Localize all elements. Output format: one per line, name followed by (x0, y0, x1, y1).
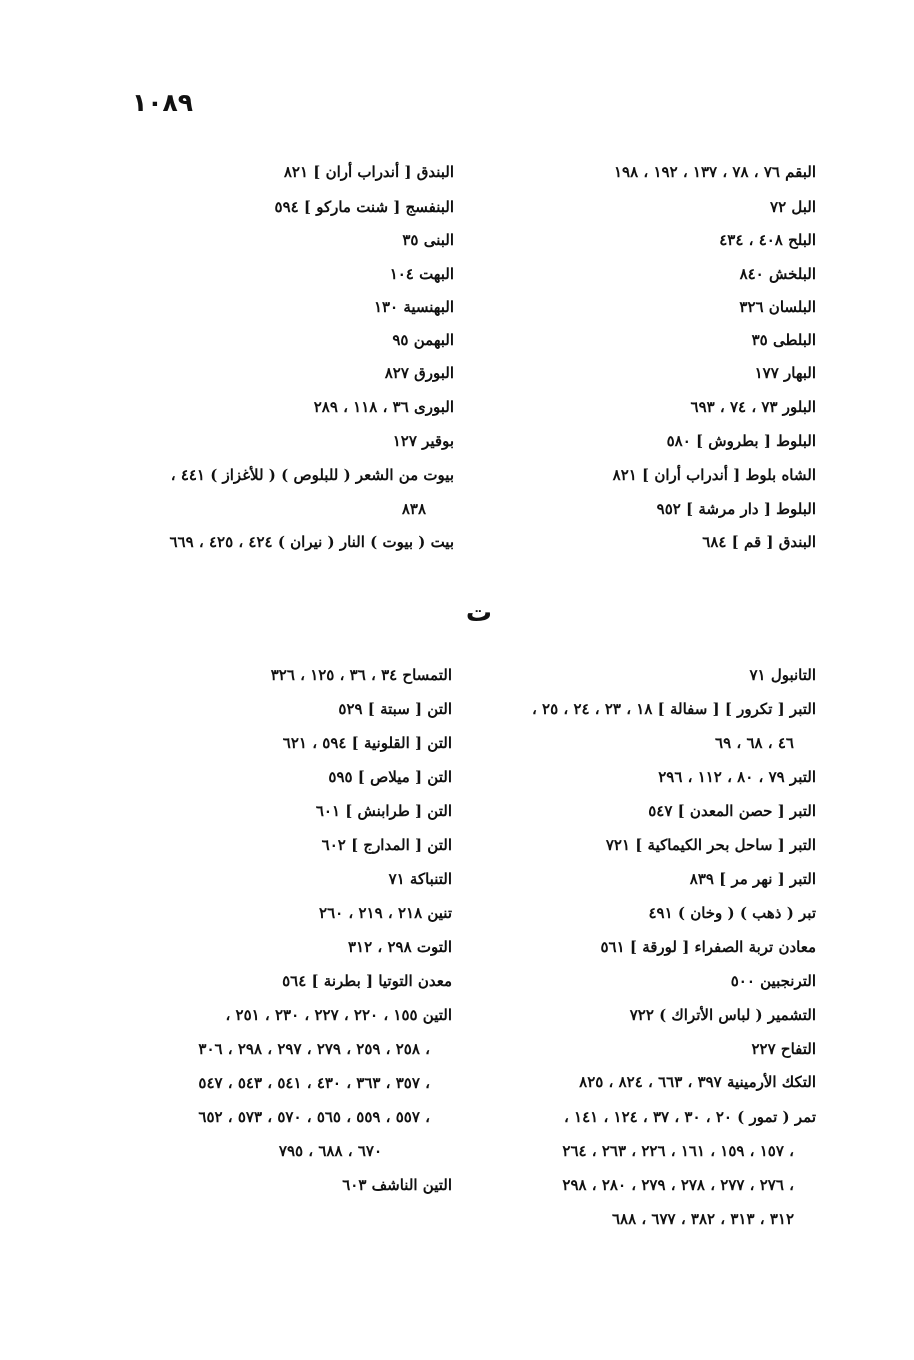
index-entry-continuation: ٢٧٦ ، ٢٧٧ ، ٢٧٨ ، ٢٧٩ ، ٢٨٠ ، ٢٩٨ ، (562, 1176, 794, 1194)
index-entry-continuation: ٣١٢ ، ٣١٣ ، ٣٨٢ ، ٦٧٧ ، ٦٨٨ (611, 1210, 794, 1228)
index-entry: معدن التوتيا [ بطرنة ] ٥٦٤ (282, 972, 452, 990)
index-entry-continuation: ٣٥٧ ، ٣٦٣ ، ٤٣٠ ، ٥٤١ ، ٥٤٣ ، ٥٤٧ ، (198, 1074, 430, 1092)
index-entry: الترنجبين ٥٠٠ (730, 972, 816, 990)
index-entry: البهمن ٩٥ (392, 331, 454, 349)
index-entry: التين ١٥٥ ، ٢٢٠ ، ٢٢٧ ، ٢٣٠ ، ٢٥١ ، (225, 1006, 452, 1024)
index-entry: التبر ٧٩ ، ٨٠ ، ١١٢ ، ٢٩٦ (658, 768, 816, 786)
index-entry: التبر [ تكرور ] [ سفالة ] ١٨ ، ٢٣ ، ٢٤ ، ٢٥ ، (531, 700, 816, 718)
index-entry: البندق [ أندراب أران ] ٨٢١ (283, 163, 454, 181)
index-entry: البنفسج [ شنت ماركو ] ٥٩٤ (274, 198, 454, 216)
index-entry: التفاح ٢٢٧ (751, 1040, 816, 1058)
index-entry: التكك الأرمينية ٣٩٧ ، ٦٦٣ ، ٨٢٤ ، ٨٢٥ (579, 1073, 816, 1091)
index-entry: التبر [ ساحل بحر الكيماكية ] ٧٢١ (605, 836, 816, 854)
index-entry: الشاه بلوط [ أندراب أران ] ٨٢١ (612, 466, 816, 484)
b-section-right-column (486, 160, 816, 580)
index-entry: التين الناشف ٦٠٣ (342, 1176, 452, 1194)
index-entry: تبر ( ذهب ) ( وخان ) ٤٩١ (648, 904, 816, 922)
index-entry: البلوط [ بطروش ] ٥٨٠ (666, 432, 816, 450)
index-entry: البورى ٣٦ ، ١١٨ ، ٢٨٩ (313, 398, 454, 416)
index-entry: البهنسية ١٣٠ (373, 298, 454, 316)
index-entry: البلسان ٣٢٦ (739, 298, 816, 316)
index-entry: البنى ٣٥ (402, 231, 454, 249)
index-entry: التن [ طرابنش ] ٦٠١ (315, 802, 452, 820)
index-entry: التانبول ٧١ (749, 666, 816, 684)
index-entry: التن [ المدارج ] ٦٠٢ (321, 836, 452, 854)
t-section-left-column (122, 664, 452, 1224)
index-entry-continuation: ٨٣٨ (401, 500, 426, 518)
index-entry: التبر [ حصن المعدن ] ٥٤٧ (648, 802, 816, 820)
index-entry: بوقير ١٢٧ (392, 432, 454, 450)
index-entry-continuation: ٥٥٧ ، ٥٥٩ ، ٥٦٥ ، ٥٧٠ ، ٥٧٣ ، ٦٥٢ ، (198, 1108, 430, 1126)
index-entry: البقم ٧٦ ، ٧٨ ، ١٣٧ ، ١٩٢ ، ١٩٨ (613, 163, 816, 181)
index-entry: البلور ٧٣ ، ٧٤ ، ٦٩٣ (690, 398, 816, 416)
b-section-left-column (124, 160, 454, 580)
index-entry: التنباكة ٧١ (388, 870, 452, 888)
index-entry: البلخش ٨٤٠ (739, 265, 816, 283)
index-entry: التن [ القلونية ] ٥٩٤ ، ٦٢١ (282, 734, 452, 752)
index-entry: التمساح ٣٤ ، ٣٦ ، ١٢٥ ، ٣٢٦ (270, 666, 452, 684)
index-entry-continuation: ٦٧٠ ، ٦٨٨ ، ٧٩٥ (278, 1142, 382, 1160)
index-entry: التشمير ( لباس الأتراك ) ٧٢٢ (629, 1006, 816, 1024)
index-entry: التوت ٢٩٨ ، ٣١٢ (348, 938, 452, 956)
section-letter-heading: ت (465, 598, 493, 628)
index-entry: البلوط [ دار مرشة ] ٩٥٢ (656, 500, 816, 518)
index-entry: البورق ٨٢٧ (384, 364, 454, 382)
index-entry: التن [ ميلاص ] ٥٩٥ (328, 768, 452, 786)
index-entry-continuation: ٤٦ ، ٦٨ ، ٦٩ (715, 734, 794, 752)
index-entry-continuation: ٢٥٨ ، ٢٥٩ ، ٢٧٩ ، ٢٩٧ ، ٢٩٨ ، ٣٠٦ ، (198, 1040, 430, 1058)
page-number: ١٠٨٩ (132, 88, 194, 117)
index-entry: البندق [ قم ] ٦٨٤ (702, 533, 816, 551)
index-entry: بيت ( بيوت ) النار ( نيران ) ٤٢٤ ، ٤٢٥ ، ٦٦٩ (169, 533, 454, 551)
index-entry-continuation: ١٥٧ ، ١٥٩ ، ١٦١ ، ٢٢٦ ، ٢٦٣ ، ٢٦٤ ، (562, 1142, 794, 1160)
index-entry: التبر [ نهر مر ] ٨٣٩ (689, 870, 816, 888)
t-section-right-column (486, 664, 816, 1244)
index-entry: البلطى ٣٥ (751, 331, 816, 349)
index-entry: تنين ٢١٨ ، ٢١٩ ، ٢٦٠ (319, 904, 452, 922)
index-entry: معادن تربة الصفراء [ لورقة ] ٥٦١ (600, 938, 816, 956)
index-entry: بيوت من الشعر ( للبلوص ) ( للأغزاز ) ٤٤١ ، (170, 466, 454, 484)
index-entry: البلح ٤٠٨ ، ٤٣٤ (719, 231, 816, 249)
index-entry: البل ٧٢ (770, 198, 816, 216)
index-entry: البهار ١٧٧ (754, 364, 816, 382)
index-entry: التن [ سبتة ] ٥٢٩ (338, 700, 452, 718)
index-entry: البهت ١٠٤ (389, 265, 454, 283)
index-entry: تمر ( تمور ) ٢٠ ، ٣٠ ، ٣٧ ، ١٢٤ ، ١٤١ ، (563, 1108, 816, 1126)
